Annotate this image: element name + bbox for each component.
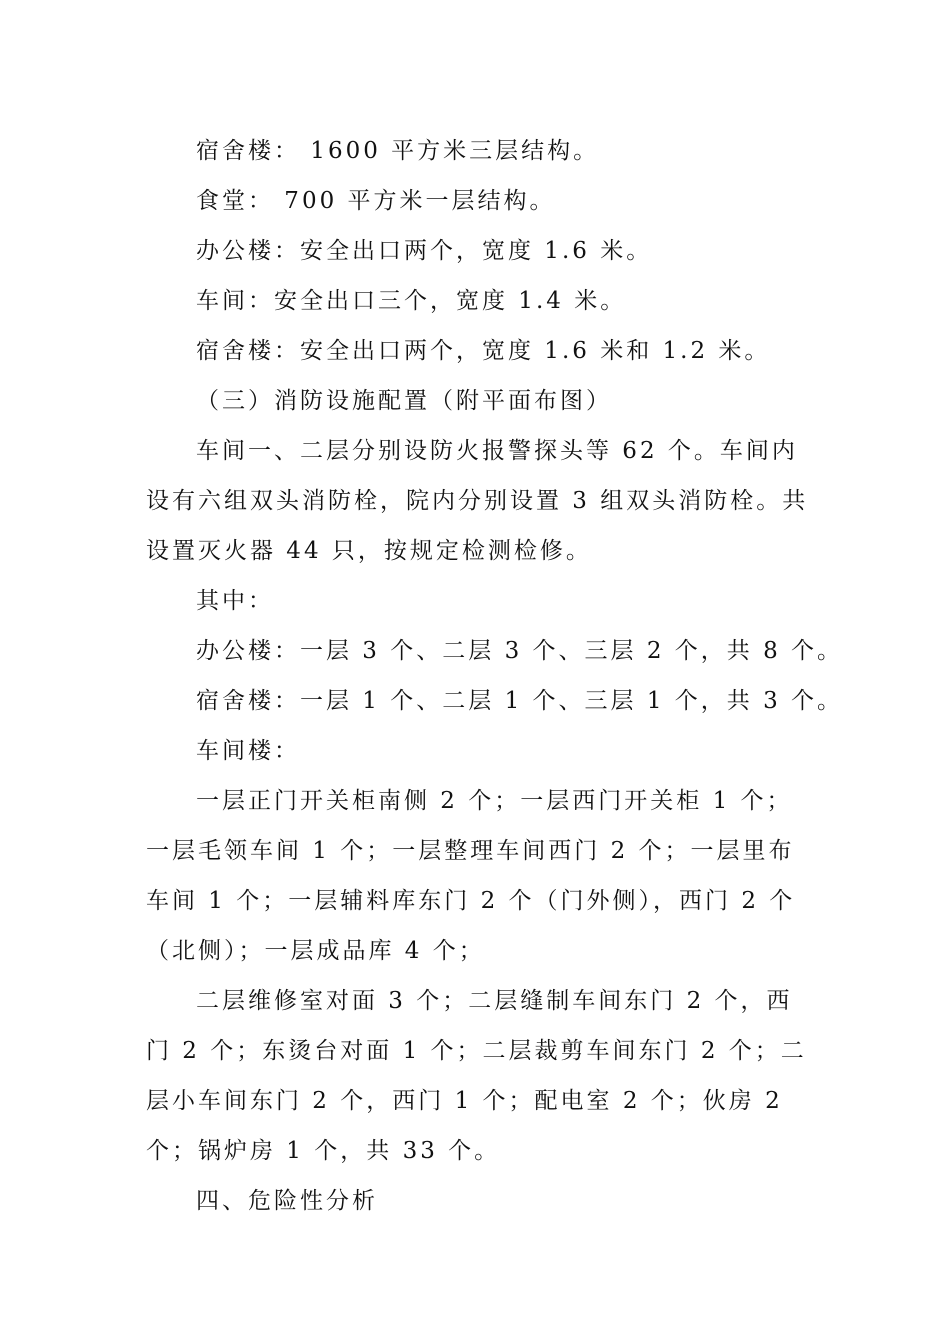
document-body — [146, 126, 844, 1226]
paragraph-canteen-area: 食堂： 700 平方米一层结构。 — [196, 188, 556, 214]
section-heading-risk-analysis: 四、危险性分析 — [196, 1188, 378, 1214]
paragraph-among-them: 其中： — [196, 588, 274, 614]
paragraph-dormitory-area: 宿舍楼： 1600 平方米三层结构。 — [196, 138, 600, 164]
section-heading-fire-facilities: （三）消防设施配置（附平面布图） — [196, 388, 612, 414]
paragraph-first-floor-extinguishers: 一层正门开关柜南侧 2 个；一层西门开关柜 1 个；一层毛领车间 1 个；一层整理车间西门 2 个；一层里布车间 1 个；一层辅料库东门 2 个（门外侧），西门 2 个（北侧）；一层成品库 4 个； — [146, 788, 796, 964]
paragraph-dormitory-exits: 宿舍楼：安全出口两个，宽度 1.6 米和 1.2 米。 — [196, 338, 771, 364]
paragraph-workshop-exits: 车间：安全出口三个，宽度 1.4 米。 — [196, 288, 627, 314]
paragraph-office-extinguishers: 办公楼：一层 3 个、二层 3 个、三层 2 个，共 8 个。 — [196, 638, 844, 664]
paragraph-office-exits: 办公楼：安全出口两个，宽度 1.6 米。 — [196, 238, 653, 264]
paragraph-dormitory-extinguishers: 宿舍楼：一层 1 个、二层 1 个、三层 1 个，共 3 个。 — [196, 688, 844, 714]
paragraph-workshop-building: 车间楼： — [196, 738, 300, 764]
paragraph-fire-equipment-summary: 车间一、二层分别设防火报警探头等 62 个。车间内设有六组双头消防栓，院内分别设置 3 组双头消防栓。共设置灭火器 44 只，按规定检测检修。 — [146, 438, 809, 564]
paragraph-second-floor-extinguishers: 二层维修室对面 3 个；二层缝制车间东门 2 个，西门 2 个；东烫台对面 1 个；二层裁剪车间东门 2 个；二层小车间东门 2 个，西门 1 个；配电室 2 个；伙房 2 个；锅炉房 1 个，共 33 个。 — [146, 988, 807, 1164]
